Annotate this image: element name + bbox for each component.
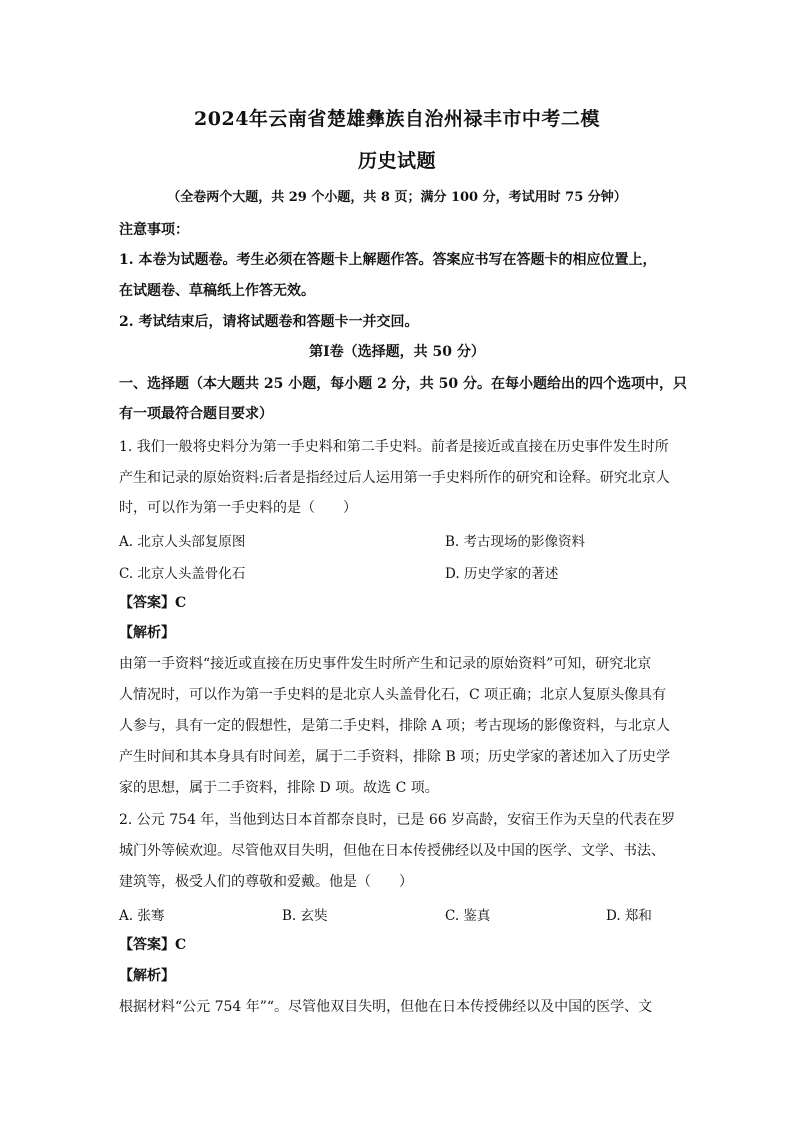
q2-option-d: D. 郑和 — [606, 908, 652, 924]
q2-analysis-label: 【解析】 — [119, 968, 175, 984]
exam-subject-title: 历史试题 — [357, 150, 436, 172]
q1-stem-line-1: 1. 我们一般将史料分为第一手史料和第二手史料。前者是接近或直接在历史事件发生时所 — [119, 439, 669, 455]
q1-stem-line-2: 产生和记录的原始资料:后者是指经过后人运用第一手史料所作的研究和诠释。研究北京人 — [119, 470, 670, 486]
q2-analysis-line-1: 根据材料“公元 754 年”“。尽管他双目失明，但他在日本传授佛经以及中国的医学、文 — [119, 999, 653, 1015]
q1-option-b: B. 考古现场的影像资料 — [445, 534, 586, 550]
q2-option-c: C. 鉴真 — [445, 908, 491, 924]
q2-stem-line-3: 建筑等，极受人们的尊敬和爱戴。他是（ ） — [119, 874, 413, 890]
notice-item-1-cont: 在试题卷、草稿纸上作答无效。 — [119, 283, 315, 299]
q1-analysis-line-3: 人参与，具有一定的假想性，是第二手史料，排除 A 项；考古现场的影像资料，与北京人 — [119, 718, 671, 734]
q2-stem-line-1: 2. 公元 754 年，当他到达日本首都奈良时，已是 66 岁高龄，安宿王作为天皇的代表在罗 — [119, 812, 676, 828]
exam-note: （全卷两个大题，共 29 个小题，共 8 页；满分 100 分，考试用时 75 分钟） — [167, 190, 627, 205]
q1-analysis-line-5: 家的思想，属于二手资料，排除 D 项。故选 C 项。 — [119, 780, 439, 796]
q1-analysis-line-2: 人情况时，可以作为第一手史料的是北京人头盖骨化石，C 项正确；北京人复原头像具有 — [119, 687, 667, 703]
q1-analysis-label: 【解析】 — [119, 625, 175, 641]
q1-option-d: D. 历史学家的著述 — [445, 566, 559, 582]
q1-analysis-line-1: 由第一手资料“接近或直接在历史事件发生时所产生和记录的原始资料”可知，研究北京 — [119, 656, 652, 672]
q2-option-a: A. 张骞 — [119, 908, 165, 924]
q1-stem-line-3: 时，可以作为第一手史料的是（ ） — [119, 500, 357, 516]
section-heading: 一、选择题（本大题共 25 小题，每小题 2 分，共 50 分。在每小题给出的四个选项中，只 — [119, 376, 687, 392]
q2-answer: 【答案】C — [119, 937, 187, 953]
q1-option-c: C. 北京人头盖骨化石 — [119, 566, 246, 582]
part-heading: 第Ⅰ卷（选择题，共 50 分） — [309, 344, 485, 360]
notice-item-2: 2. 考试结束后，请将试题卷和答题卡一并交回。 — [119, 314, 419, 330]
notice-heading: 注意事项： — [119, 222, 189, 238]
q1-option-a: A. 北京人头部复原图 — [119, 534, 246, 550]
q2-option-b: B. 玄奘 — [282, 908, 328, 924]
q2-stem-line-2: 城门外等候欢迎。尽管他双目失明，但他在日本传授佛经以及中国的医学、文学、书法、 — [119, 843, 665, 859]
q1-analysis-line-4: 产生时间和其本身具有时间差，属于二手资料，排除 B 项；历史学家的著述加入了历史学 — [119, 749, 671, 765]
q1-answer: 【答案】C — [119, 595, 187, 611]
notice-item-1: 1. 本卷为试题卷。考生必须在答题卡上解题作答。答案应书写在答题卡的相应位置上， — [119, 252, 657, 268]
section-heading-cont: 有一项最符合题目要求） — [119, 406, 273, 422]
exam-title: 2024年云南省楚雄彝族自治州禄丰市中考二模 — [194, 108, 600, 130]
